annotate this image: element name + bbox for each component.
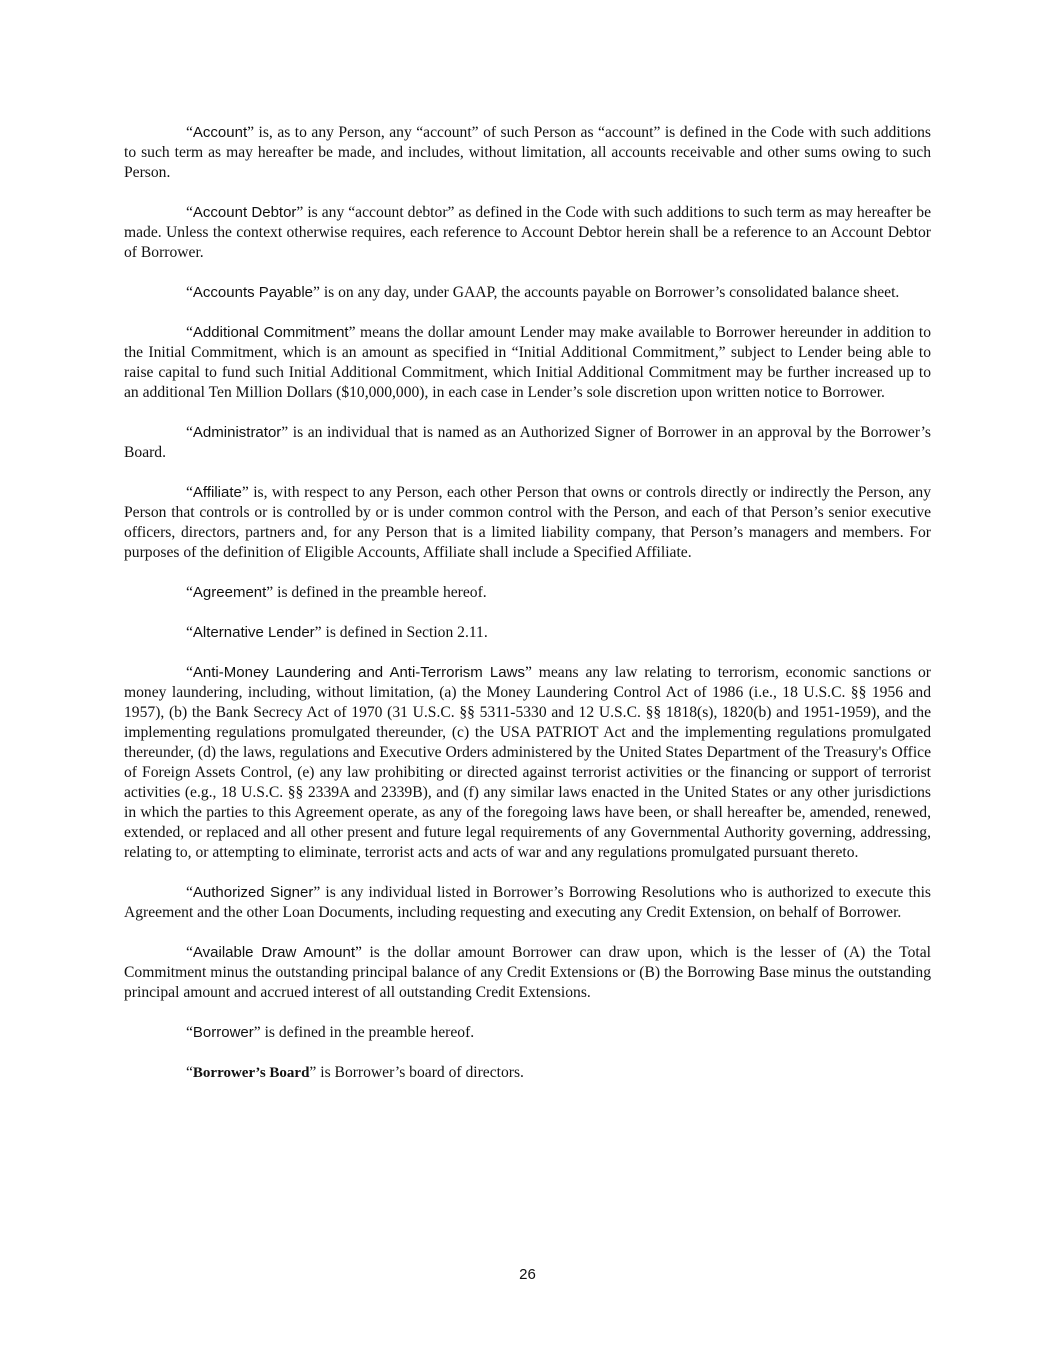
definition-text: means any law relating to terrorism, economic sanctions or money laundering, including, without limitation, (a) the Money Laundering Control Act of 1986 (i.e., 18 U.S.C. §§ 1956 and 1957), (b) the Bank Secrecy Act of 1970 (31 U.S.C. §§ 5311-5330 and 12 U.S.C. §§ 1818(s), 1820(b) and 1951-1959), and the implementing regulations promulgated thereunder, (c) the USA PATRIOT Act and the implementing regulations promulgated thereunder, (d) the laws, regulations and Executive Orders administered by the United States Department of the Treasury's Office of Foreign Assets Control, (e) any law prohibiting or directed against terrorist activities or the financing or support of terrorist activities (e.g., 18 U.S.C. §§ 2339A and 2339B), and (f) any similar laws enacted in the United States or any other jurisdictions in which the parties to this Agreement operate, as any of the foregoing laws have been, or shall hereafter be, amended, renewed, extended, or replaced and all other present and future legal requirements of any Governmental Authority governing, addressing, relating to, or attempting to eliminate, terrorist acts and acts of war and any regulations promulgated pursuant thereto. bbox=[124, 664, 931, 861]
definition-text: is, with respect to any Person, each other Person that owns or controls directly or indirectly the Person, any Person that controls or is controlled by or is under common control with the Person, and each of that Person’s senior executive officers, directors, partners and, for any Person that is a limited liability company, that Person’s managers and members. For purposes of the definition of Eligible Accounts, Affiliate shall include a Specified Affiliate. bbox=[124, 484, 931, 561]
definition-account-debtor: “Account Debtor” is any “account debtor” as defined in the Code with such additions to such term as may hereafter be made. Unless the context otherwise requires, each reference to Account Debtor herein shall be a reference to an Account Debtor of Borrower. bbox=[124, 204, 932, 261]
definition-account: “Account” is, as to any Person, any “account” of such Person as “account” is defined in the Code with such additions to such term as may hereafter be made, and includes, without limitation, all accounts receivable and other sums owing to such Person. bbox=[124, 124, 931, 181]
definition-text: is any individual listed in Borrower’s Borrowing Resolutions who is authorized to execute this Agreement and the other Loan Documents, including requesting and executing any Credit Extension, on behalf of Borrower. bbox=[124, 884, 931, 921]
definition-text: is Borrower’s board of directors. bbox=[316, 1064, 524, 1081]
definition-anti-money-laundering: “Anti-Money Laundering and Anti-Terrorism Laws” means any law relating to terrorism, economic sanctions or money laundering, including, without limitation, (a) the Money Laundering Control Act of 1986 (i.e., 18 U.S.C. §§ 1956 and 1957), (b) the Bank Secrecy Act of 1970 (31 U.S.C. §§ 5311-5330 and 12 U.S.C. §§ 1818(s), 1820(b) and 1951-1959), and the implementing regulations promulgated thereunder, (c) the USA PATRIOT Act and the implementing regulations promulgated thereunder, (d) the laws, regulations and Executive Orders administered by the United States Department of the Treasury's Office of Foreign Assets Control, (e) any law prohibiting or directed against terrorist activities or the financing or support of terrorist activities (e.g., 18 U.S.C. §§ 2339A and 2339B), and (f) any similar laws enacted in the United States or any other jurisdictions in which the parties to this Agreement operate, as any of the foregoing laws have been, or shall hereafter be, amended, renewed, extended, or replaced and all other present and future legal requirements of any Governmental Authority governing, addressing, relating to, or attempting to eliminate, terrorist acts and acts of war and any regulations promulgated pursuant thereto. bbox=[124, 664, 931, 861]
definition-text: means the dollar amount Lender may make available to Borrower hereunder in addition to the Initial Commitment, which is an amount as specified in “Initial Additional Commitment,” subject to Lender being able to raise capital to fund such Initial Additional Commitment, which Initial Additional Commitment may be further increased up to an additional Ten Million Dollars ($10,000,000), in each case in Lender’s sole discretion upon written notice to Borrower. bbox=[124, 324, 931, 401]
document-page bbox=[124, 123, 931, 1103]
defined-term: Borrower’s Board bbox=[192, 1065, 310, 1081]
definition-text: is defined in Section 2.11. bbox=[321, 624, 488, 641]
definition-administrator: “Administrator” is an individual that is named as an Authorized Signer of Borrower in an approval by the Borrower’s Board. bbox=[124, 424, 931, 461]
defined-term: Alternative Lender bbox=[192, 624, 315, 641]
definition-text: is defined in the preamble hereof. bbox=[260, 1024, 475, 1041]
definition-text: is defined in the preamble hereof. bbox=[273, 584, 487, 601]
defined-term: Account bbox=[192, 124, 248, 141]
defined-term: Borrower bbox=[192, 1024, 254, 1041]
definition-agreement: “Agreement” is defined in the preamble hereof. bbox=[186, 584, 487, 601]
definition-text: is the dollar amount Borrower can draw upon, which is the lesser of (A) the Total Commitment minus the outstanding principal balance of any Credit Extensions or (B) the Borrowing Base minus the outstanding principal amount and accrued interest of all outstanding Credit Extensions. bbox=[124, 944, 931, 1001]
defined-term: Additional Commitment bbox=[192, 324, 349, 341]
definition-text: is any “account debtor” as defined in the Code with such additions to such term as may hereafter be made. Unless the context otherwise requires, each reference to Account Debtor herein shall be a reference to an Account Debtor of Borrower. bbox=[124, 204, 932, 261]
defined-term: Available Draw Amount bbox=[192, 944, 355, 961]
defined-term: Affiliate bbox=[192, 484, 242, 501]
definition-additional-commitment: “Additional Commitment” means the dollar amount Lender may make available to Borrower hereunder in addition to the Initial Commitment, which is an amount as specified in “Initial Additional Commitment,” subject to Lender being able to raise capital to fund such Initial Additional Commitment, which Initial Additional Commitment may be further increased up to an additional Ten Million Dollars ($10,000,000), in each case in Lender’s sole discretion upon written notice to Borrower. bbox=[124, 324, 931, 401]
defined-term: Agreement bbox=[192, 584, 267, 601]
definition-text: is on any day, under GAAP, the accounts payable on Borrower’s consolidated balance sheet. bbox=[319, 284, 900, 301]
definition-accounts-payable: “Accounts Payable” is on any day, under GAAP, the accounts payable on Borrower’s consolidated balance sheet. bbox=[186, 284, 900, 301]
definition-affiliate: “Affiliate” is, with respect to any Person, each other Person that owns or controls directly or indirectly the Person, any Person that controls or is controlled by or is under common control with the Person, and each of that Person’s senior executive officers, directors, partners and, for any Person that is a limited liability company, that Person’s managers and members. For purposes of the definition of Eligible Accounts, Affiliate shall include a Specified Affiliate. bbox=[124, 484, 931, 561]
defined-term: Account Debtor bbox=[192, 204, 297, 221]
definition-available-draw-amount: “Available Draw Amount” is the dollar amount Borrower can draw upon, which is the lesser of (A) the Total Commitment minus the outstanding principal balance of any Credit Extensions or (B) the Borrowing Base minus the outstanding principal amount and accrued interest of all outstanding Credit Extensions. bbox=[124, 944, 931, 1001]
definition-text: is, as to any Person, any “account” of such Person as “account” is defined in the Code with such additions to such term as may hereafter be made, and includes, without limitation, all accounts receivable and other sums owing to such Person. bbox=[124, 124, 931, 181]
defined-term: Anti-Money Laundering and Anti-Terrorism Laws bbox=[192, 664, 525, 681]
definition-authorized-signer: “Authorized Signer” is any individual listed in Borrower’s Borrowing Resolutions who is authorized to execute this Agreement and the other Loan Documents, including requesting and executing any Credit Extension, on behalf of Borrower. bbox=[124, 884, 931, 921]
defined-term: Authorized Signer bbox=[192, 884, 314, 901]
defined-term: Accounts Payable bbox=[192, 284, 313, 301]
definition-alternative-lender: “Alternative Lender” is defined in Section 2.11. bbox=[186, 624, 488, 641]
definition-borrower: “Borrower” is defined in the preamble hereof. bbox=[186, 1024, 475, 1041]
defined-term: Administrator bbox=[192, 424, 282, 441]
definition-text: is an individual that is named as an Authorized Signer of Borrower in an approval by the Borrower’s Board. bbox=[124, 424, 931, 461]
definition-borrowers-board: “Borrower’s Board” is Borrower’s board of directors. bbox=[186, 1064, 524, 1081]
page-number: 26 bbox=[519, 1266, 536, 1283]
